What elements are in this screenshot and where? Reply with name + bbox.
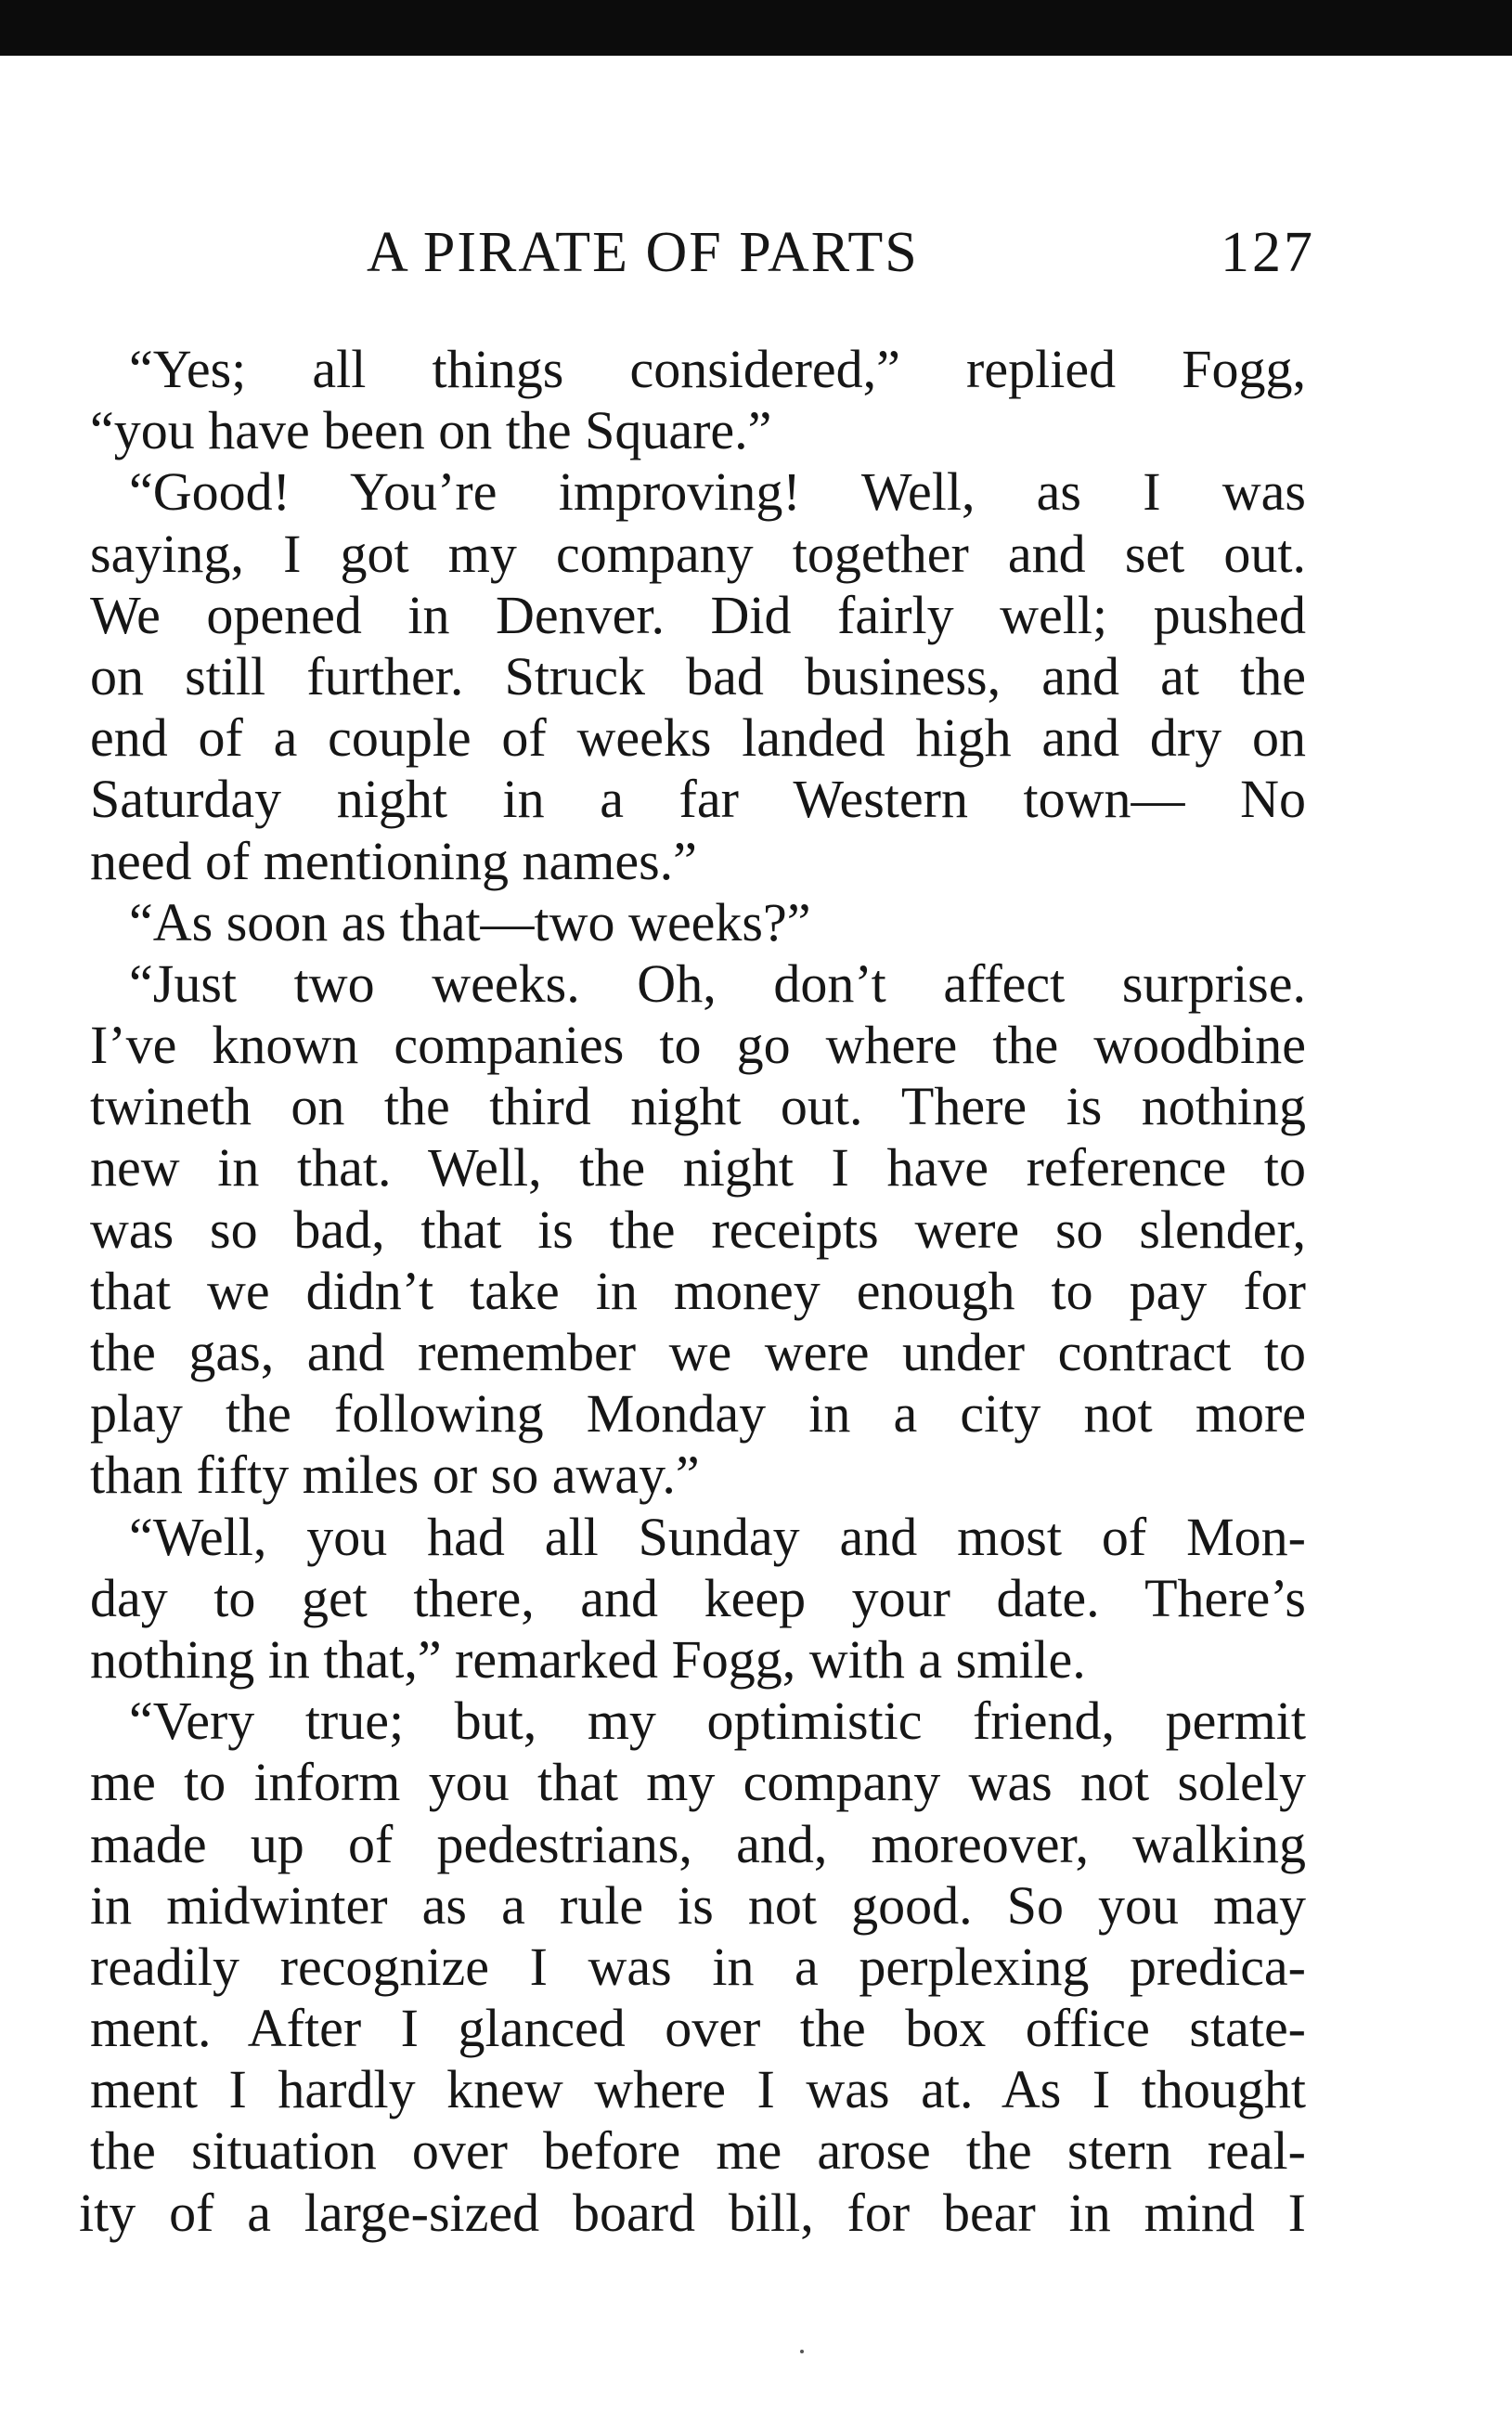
text-line: on still further. Struck bad business, and at the <box>90 645 1306 706</box>
text-line: “Good! You’re improving! Well, as I was <box>129 461 1306 523</box>
text-line: “Just two weeks. Oh, don’t affect surprise. <box>129 952 1306 1014</box>
text-line: ity of a large-sized board bill, for bear in mind I <box>79 2182 1306 2243</box>
text-line: ment. After I glanced over the box office state- <box>90 1998 1306 2059</box>
text-line: “you have been on the Square.” <box>90 400 772 461</box>
text-line: I’ve known companies to go where the woodbine <box>90 1015 1306 1076</box>
text-line: day to get there, and keep your date. There’s <box>90 1567 1306 1628</box>
text-line: ment I hardly knew where I was at. As I thought <box>90 2059 1306 2120</box>
text-line: end of a couple of weeks landed high and dry on <box>90 707 1306 769</box>
text-line: “As soon as that—two weeks?” <box>129 891 811 952</box>
text-line: was so bad, that is the receipts were so slender, <box>90 1199 1306 1260</box>
text-line: twineth on the third night out. There is nothing <box>90 1076 1306 1137</box>
text-line: We opened in Denver. Did fairly well; pushed <box>90 584 1306 645</box>
text-line: “Well, you had all Sunday and most of Mon- <box>129 1506 1306 1567</box>
text-line: than fifty miles or so away.” <box>90 1445 700 1506</box>
text-line: the situation over before me arose the stern real- <box>90 2120 1306 2182</box>
top-border-bar <box>0 0 1512 56</box>
text-line: play the following Monday in a city not more <box>90 1383 1306 1445</box>
ink-speck <box>800 2350 804 2353</box>
text-line: need of mentioning names.” <box>90 830 697 891</box>
text-line: “Yes; all things considered,” replied Fogg, <box>129 339 1306 399</box>
text-line: that we didn’t take in money enough to pay for <box>90 1260 1306 1321</box>
running-title: A PIRATE OF PARTS <box>367 221 919 284</box>
text-line: “Very true; but, my optimistic friend, permit <box>129 1691 1306 1752</box>
text-line: me to inform you that my company was not solely <box>90 1752 1306 1813</box>
page-text <box>79 339 1306 2244</box>
page-number: 127 <box>1221 221 1315 284</box>
text-line: Saturday night in a far Western town— No <box>90 769 1306 830</box>
text-line: new in that. Well, the night I have reference to <box>90 1137 1306 1199</box>
text-line: in midwinter as a rule is not good. So you may <box>90 1874 1306 1936</box>
text-line: the gas, and remember we were under contract to <box>90 1322 1306 1382</box>
text-line: nothing in that,” remarked Fogg, with a smile. <box>90 1628 1086 1690</box>
text-line: made up of pedestrians, and, moreover, walking <box>90 1813 1306 1874</box>
text-line: saying, I got my company together and set out. <box>90 523 1306 584</box>
running-head <box>90 215 1315 290</box>
text-line: readily recognize I was in a perplexing predica- <box>90 1936 1306 1997</box>
